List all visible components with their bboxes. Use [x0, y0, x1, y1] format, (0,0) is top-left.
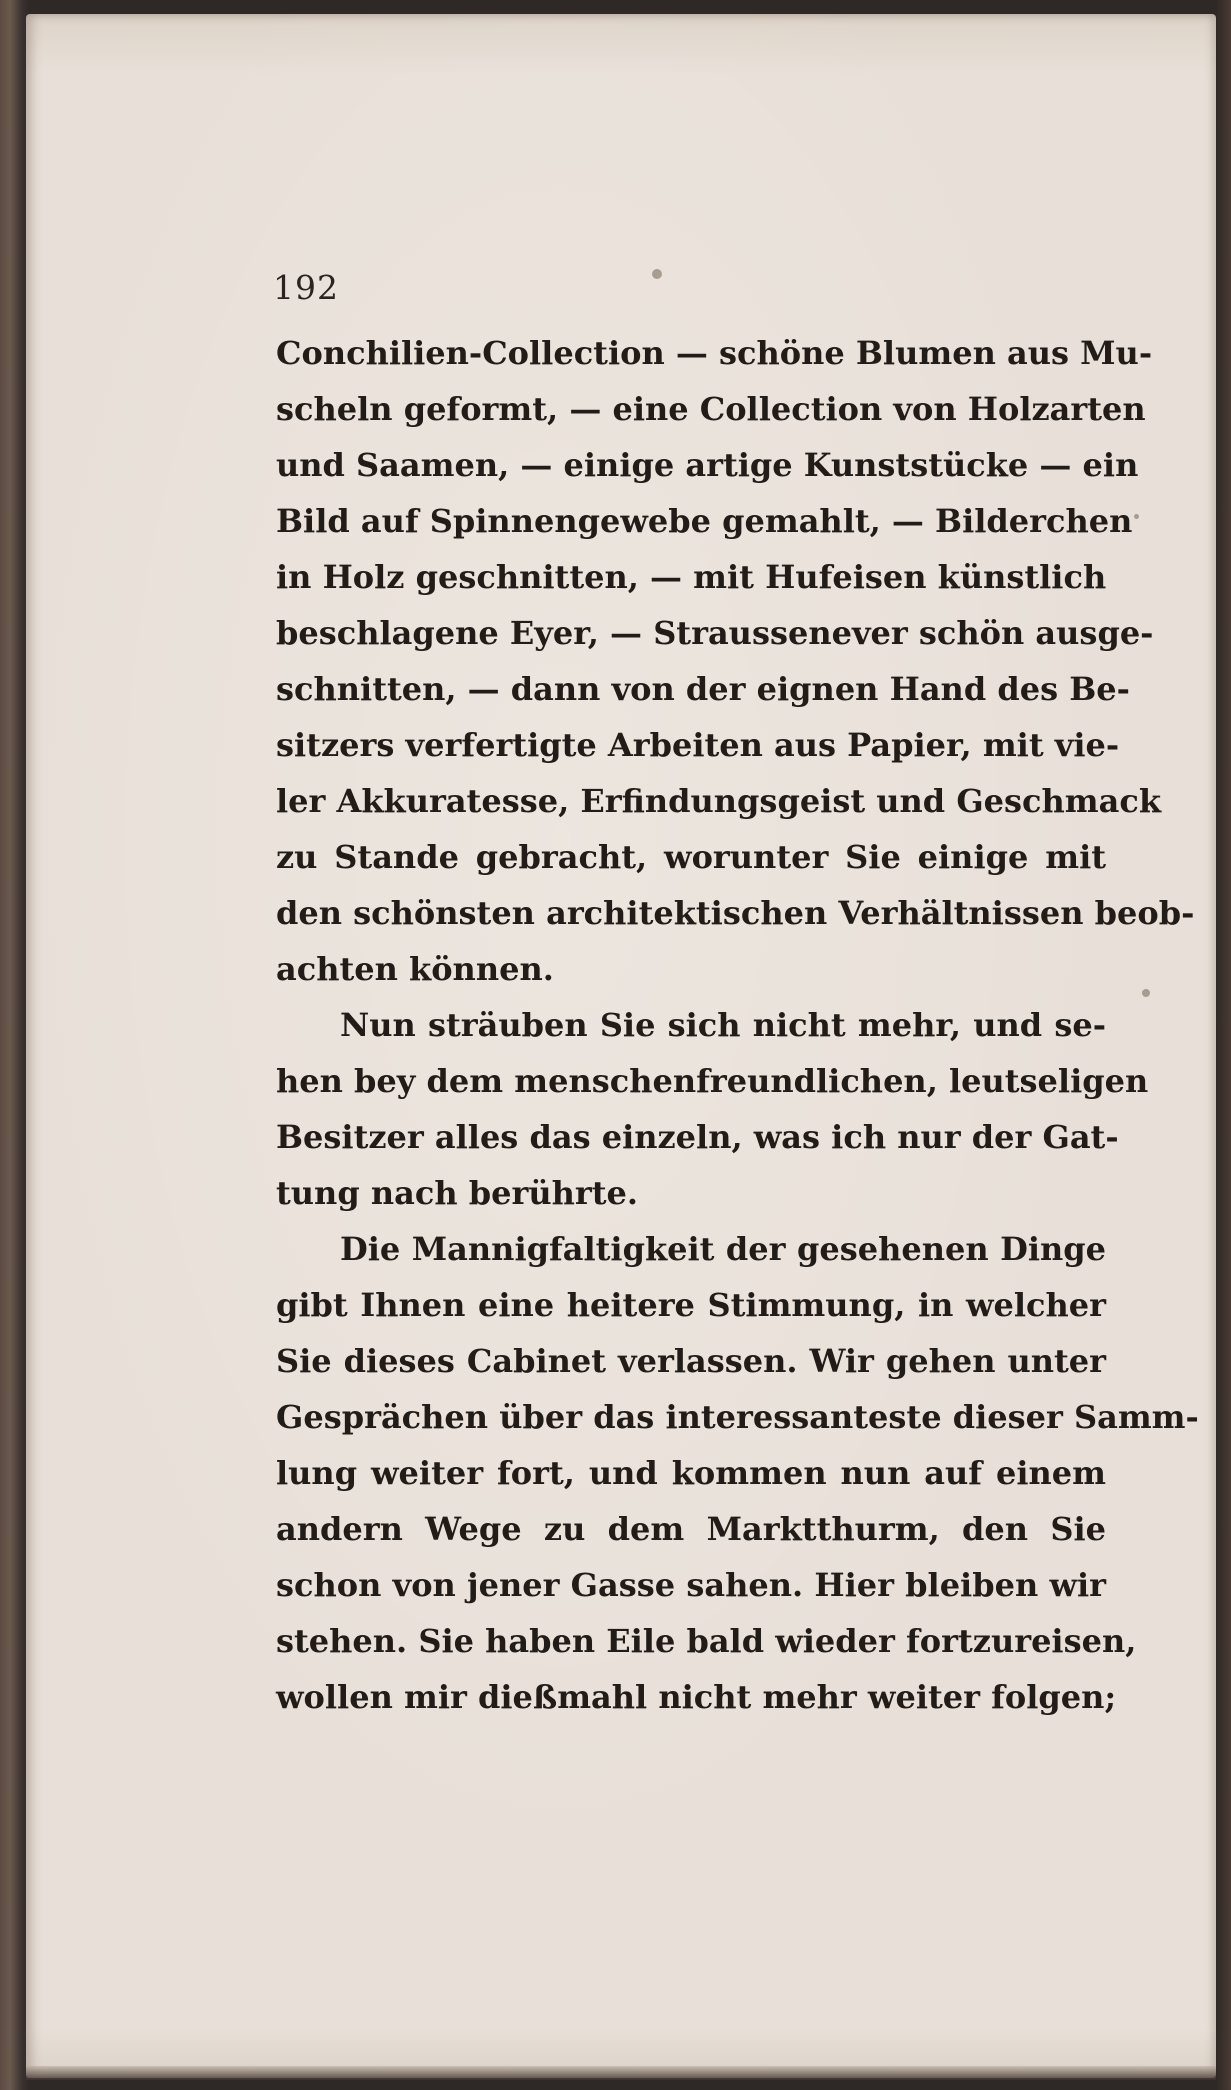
ink-spot: [652, 269, 662, 279]
text-line: stehen. Sie haben Eile bald wieder fortzureisen,: [276, 1622, 1137, 1660]
ink-spot: [1142, 989, 1150, 997]
text-line: scheln geformt, — eine Collection von Holzarten: [276, 390, 1146, 428]
paragraph: [276, 997, 1149, 1221]
text-line: Gesprächen über das interessanteste dieser Samm-: [276, 1398, 1199, 1436]
text-line: wollen mir dießmahl nicht mehr weiter folgen;: [276, 1678, 1117, 1716]
text-line: sitzers verfertigte Arbeiten aus Papier, mit vie-: [276, 726, 1120, 764]
text-line: schon von jener Gasse sahen. Hier bleiben wir: [276, 1566, 1106, 1604]
text-line: Nun sträuben Sie sich nicht mehr, und se-: [340, 1006, 1106, 1044]
text-line: lung weiter fort, und kommen nun auf einem: [276, 1454, 1106, 1492]
text-line: den schönsten architektischen Verhältnissen beob-: [276, 894, 1195, 932]
text-line: und Saamen, — einige artige Kunststücke — ein: [276, 446, 1139, 484]
page-number: 192: [273, 268, 339, 307]
text-line: gibt Ihnen eine heitere Stimmung, in welcher: [276, 1286, 1106, 1324]
text-line: andern Wege zu dem Marktthurm, den Sie: [276, 1510, 1106, 1548]
ink-spot: [1134, 514, 1139, 519]
text-line: hen bey dem menschenfreundlichen, leutseligen: [276, 1062, 1149, 1100]
text-line: zu Stande gebracht, worunter Sie einige mit: [276, 838, 1106, 876]
text-line: schnitten, — dann von der eignen Hand des Be-: [276, 670, 1130, 708]
paragraph: [276, 1221, 1199, 1725]
text-line: Conchilien-Collection — schöne Blumen aus Mu-: [276, 334, 1153, 372]
text-line: beschlagene Eyer, — Straussenever schön ausge-: [276, 614, 1154, 652]
text-line: in Holz geschnitten, — mit Hufeisen künstlich: [276, 558, 1107, 596]
text-line: Sie dieses Cabinet verlassen. Wir gehen unter: [276, 1342, 1106, 1380]
body-text: [276, 325, 1199, 1725]
text-line: achten können.: [276, 950, 554, 988]
text-line: Die Mannigfaltigkeit der gesehenen Dinge: [340, 1230, 1106, 1268]
text-line: Besitzer alles das einzeln, was ich nur der Gat-: [276, 1118, 1119, 1156]
text-line: ler Akkuratesse, Erfindungsgeist und Geschmack: [276, 782, 1162, 820]
text-line: Bild auf Spinnengewebe gemahlt, — Bilderchen: [276, 502, 1133, 540]
page-bottom-edge: [26, 2066, 1216, 2080]
text-line: tung nach berührte.: [276, 1174, 638, 1212]
paragraph: [276, 325, 1195, 997]
